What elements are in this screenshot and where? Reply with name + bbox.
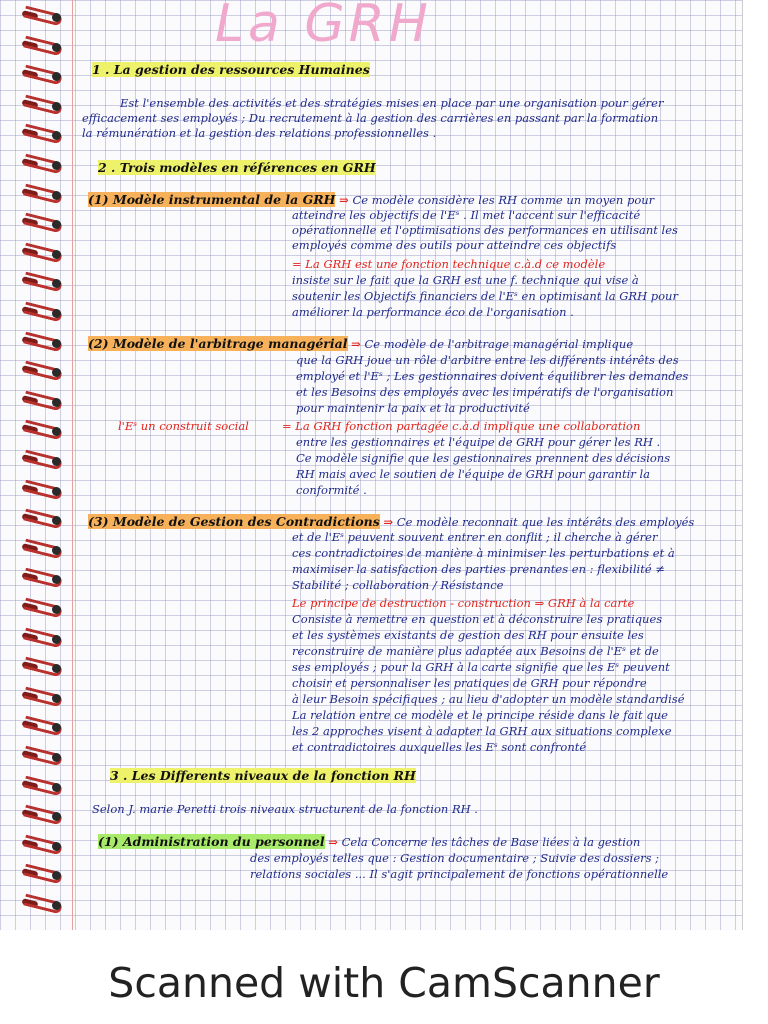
spiral-ring <box>22 184 62 206</box>
section-1-line-3: la rémunération et la gestion des relations professionnelles . <box>82 126 437 140</box>
model-1-label: (1) Modèle instrumental de la GRH ⇒ Ce modèle considère les RH comme un moyen pour <box>88 192 655 207</box>
margin-line <box>72 0 73 930</box>
level-1-label: (1) Administration du personnel ⇒ Cela Concerne les tâches de Base liées à la gestion <box>98 834 641 849</box>
spiral-ring <box>22 95 62 117</box>
model-3-line: et de l'Eˢ peuvent souvent entrer en conflit ; il cherche à gérer <box>292 530 658 544</box>
model-3-line: ses employés ; pour la GRH à la carte signifie que les Eˢ peuvent <box>292 660 670 674</box>
model-3-principle: Le principe de destruction - construction ⇒ GRH à la carte <box>292 596 635 610</box>
spiral-ring <box>22 776 62 798</box>
section-2-heading: 2 . Trois modèles en références en GRH <box>98 160 376 175</box>
model-3-line: reconstruire de manière plus adaptée aux Besoins de l'Eˢ et de <box>292 644 659 658</box>
model-2-line: RH mais avec le soutien de l'équipe de GRH pour garantir la <box>296 467 651 481</box>
model-2-line: pour maintenir la paix et la productivité <box>296 401 530 415</box>
spiral-ring <box>22 272 62 294</box>
model-2-line: que la GRH joue un rôle d'arbitre entre les différents intérêts des <box>296 353 679 367</box>
model-3-line: et les systèmes existants de gestion des RH pour ensuite les <box>292 628 644 642</box>
model-1-line: améliorer la performance éco de l'organisation . <box>292 305 574 319</box>
spiral-ring <box>22 628 62 650</box>
spiral-ring <box>22 657 62 679</box>
spiral-ring <box>22 716 62 738</box>
model-3-line: maximiser la satisfaction des parties prenantes en : flexibilité ≠ <box>292 562 665 576</box>
model-2-line: entre les gestionnaires et l'équipe de GRH pour gérer les RH . <box>296 435 661 449</box>
spiral-ring <box>22 894 62 916</box>
model-3-line: à leur Besoin spécifiques ; au lieu d'adopter un modèle standardisé <box>292 692 685 706</box>
model-3-label: (3) Modèle de Gestion des Contradictions ⇒ Ce modèle reconnait que les intérêts des employés <box>88 514 695 529</box>
spiral-ring <box>22 65 62 87</box>
spiral-ring <box>22 154 62 176</box>
spiral-ring <box>22 568 62 590</box>
model-2-line: Ce modèle signifie que les gestionnaires prennent des décisions <box>296 451 671 465</box>
model-3-line: et contradictoires auxquelles les Eˢ sont confronté <box>292 740 587 754</box>
spiral-ring <box>22 6 62 28</box>
model-3-line: ces contradictoires de manière à minimiser les perturbations et à <box>292 546 675 560</box>
spiral-ring <box>22 332 62 354</box>
model-3-line: choisir et personnaliser les pratiques de GRH pour répondre <box>292 676 647 690</box>
spiral-ring <box>22 243 62 265</box>
section-1-line-2: efficacement ses employés ; Du recrutement à la gestion des carrières en passant par la formation <box>82 111 659 125</box>
spiral-ring <box>22 302 62 324</box>
model-1-line: opérationnelle et l'optimisations des performances en utilisant les <box>292 223 678 237</box>
model-2-side-note: l'Eˢ un construit social <box>118 419 249 433</box>
section-3-heading: 3 . Les Differents niveaux de la fonction RH <box>110 768 416 783</box>
spiral-ring <box>22 539 62 561</box>
level-1-line: des employés telles que : Gestion documentaire ; Suivie des dossiers ; <box>250 851 660 865</box>
spiral-ring <box>22 361 62 383</box>
spiral-ring <box>22 450 62 472</box>
model-1-line: insiste sur le fait que la GRH est une f. technique qui vise à <box>292 273 639 287</box>
level-1-line: relations sociales ... Il s'agit principalement de fonctions opérationnelle <box>250 867 669 881</box>
section-1-line-1: Est l'ensemble des activités et des stratégies mises en place par une organisation pour gérer <box>120 96 664 110</box>
model-1-line: employés comme des outils pour atteindre ces objectifs <box>292 238 617 252</box>
model-3-line: les 2 approches visent à adapter la GRH aux situations complexe <box>292 724 672 738</box>
spiral-ring <box>22 687 62 709</box>
spiral-ring <box>22 864 62 886</box>
spiral-ring <box>22 124 62 146</box>
spiral-ring <box>22 746 62 768</box>
spiral-ring <box>22 805 62 827</box>
model-2-line: = La GRH fonction partagée c.à.d implique une collaboration <box>282 419 641 433</box>
spiral-ring <box>22 480 62 502</box>
spiral-binding <box>0 0 70 930</box>
spiral-ring <box>22 835 62 857</box>
model-1-line: atteindre les objectifs de l'Eˢ . Il met l'accent sur l'efficacité <box>292 208 641 222</box>
page-title: La GRH <box>215 0 432 54</box>
model-2-line: conformité . <box>296 483 367 497</box>
spiral-ring <box>22 391 62 413</box>
spiral-ring <box>22 36 62 58</box>
spiral-ring <box>22 420 62 442</box>
spiral-ring <box>22 509 62 531</box>
section-1-heading: 1 . La gestion des ressources Humaines <box>92 62 370 77</box>
model-3-line: Consiste à remettre en question et à déconstruire les pratiques <box>292 612 663 626</box>
model-3-line: Stabilité ; collaboration / Résistance <box>292 578 504 592</box>
spiral-ring <box>22 598 62 620</box>
model-3-line: La relation entre ce modèle et le principe réside dans le fait que <box>292 708 668 722</box>
spiral-ring <box>22 213 62 235</box>
model-2-line: employé et l'Eˢ ; Les gestionnaires doivent équilibrer les demandes <box>296 369 689 383</box>
model-2-label: (2) Modèle de l'arbitrage managérial ⇒ Ce modèle de l'arbitrage managérial implique <box>88 336 634 351</box>
section-3-intro: Selon J. marie Peretti trois niveaux structurent de la fonction RH . <box>92 802 478 816</box>
model-2-line: et les Besoins des employés avec les impératifs de l'organisation <box>296 385 674 399</box>
model-1-line: = La GRH est une fonction technique c.à.d ce modèle <box>292 257 606 271</box>
scanner-watermark: Scanned with CamScanner <box>108 959 660 1007</box>
model-1-line: soutenir les Objectifs financiers de l'Eˢ en optimisant la GRH pour <box>292 289 678 303</box>
